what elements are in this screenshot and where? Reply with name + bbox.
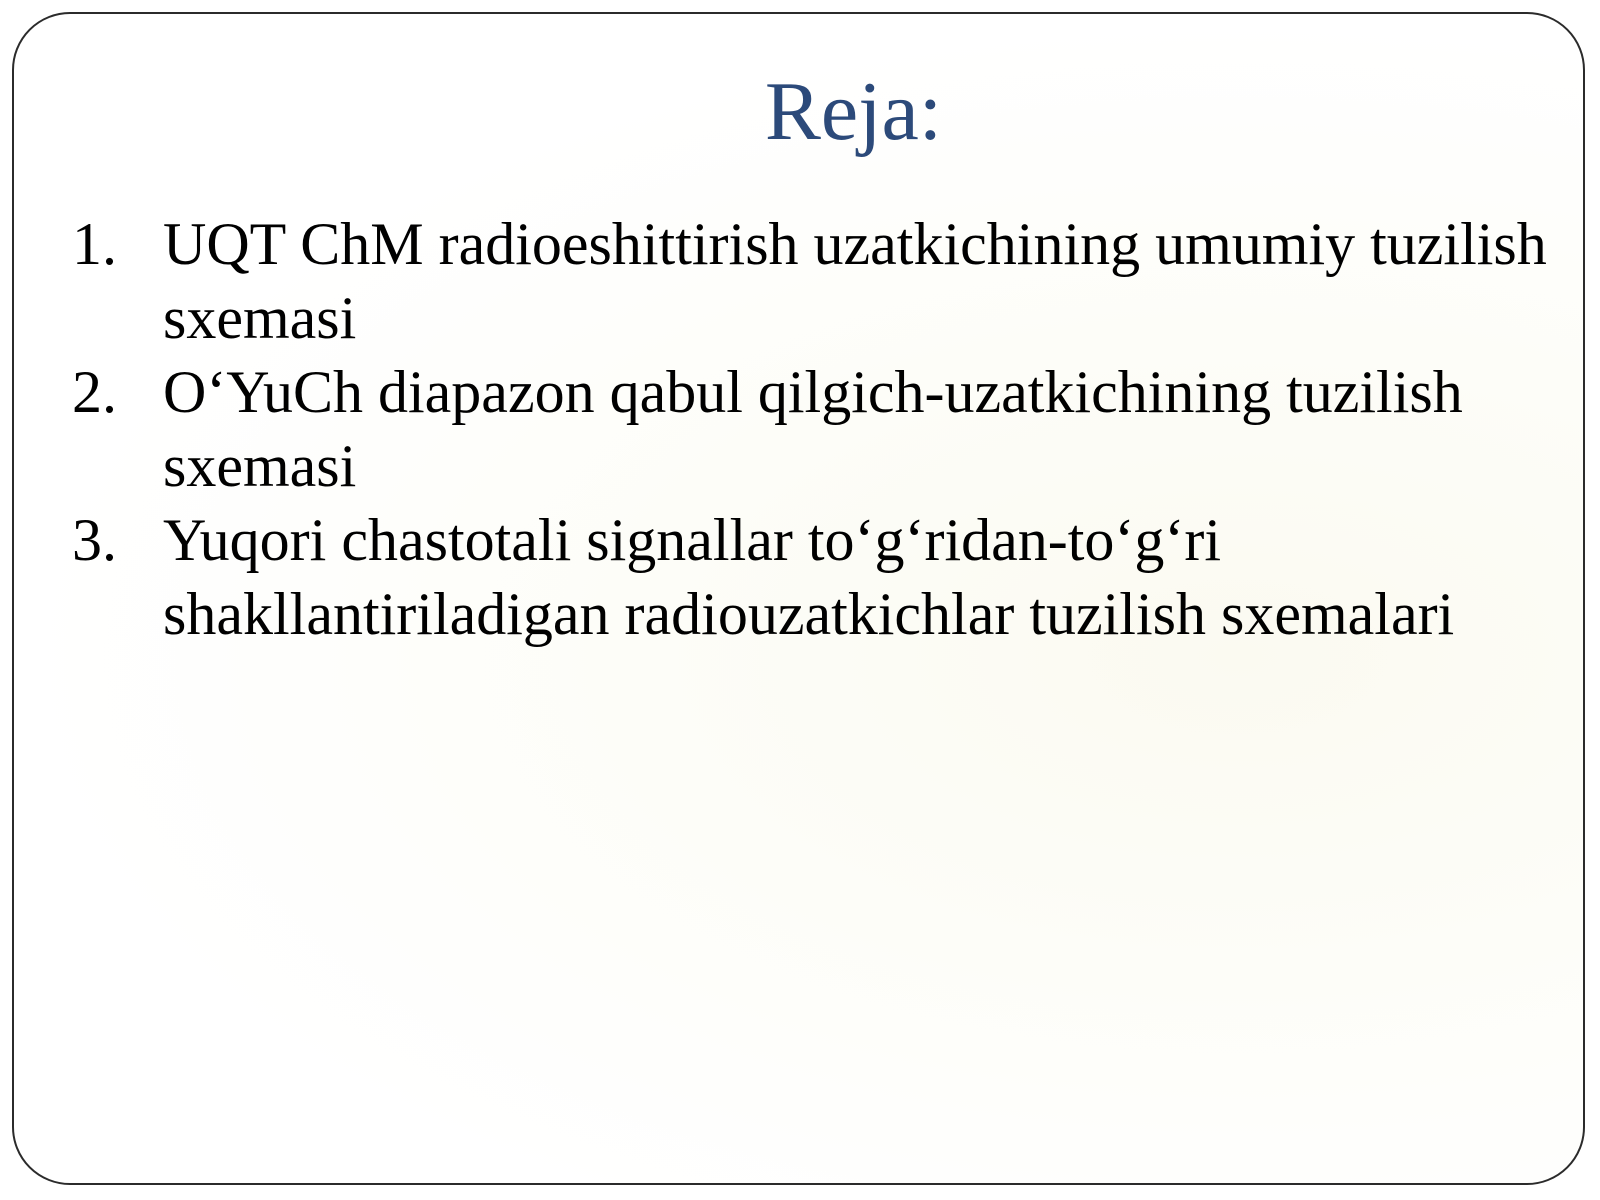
item-number: 2. <box>72 359 117 425</box>
item-number: 3. <box>72 507 117 573</box>
item-text: Yuqori chastotali signallar to‘g‘ridan-to‘g‘ri shakllantiriladigan radiouzatkichlar tuzilish sxemalari <box>163 507 1455 647</box>
item-text: UQT ChM radioeshittirish uzatkichining umumiy tuzilish sxemasi <box>163 211 1547 351</box>
item-number: 1. <box>72 211 117 277</box>
plan-item-1 <box>72 207 1552 355</box>
plan-list <box>72 207 1552 651</box>
slide-title: Reja: <box>764 65 943 158</box>
plan-item-2 <box>72 355 1552 503</box>
plan-item-3 <box>72 503 1552 651</box>
item-text: O‘YuCh diapazon qabul qilgich-uzatkichining tuzilish sxemasi <box>163 359 1463 499</box>
slide <box>12 12 1585 1185</box>
